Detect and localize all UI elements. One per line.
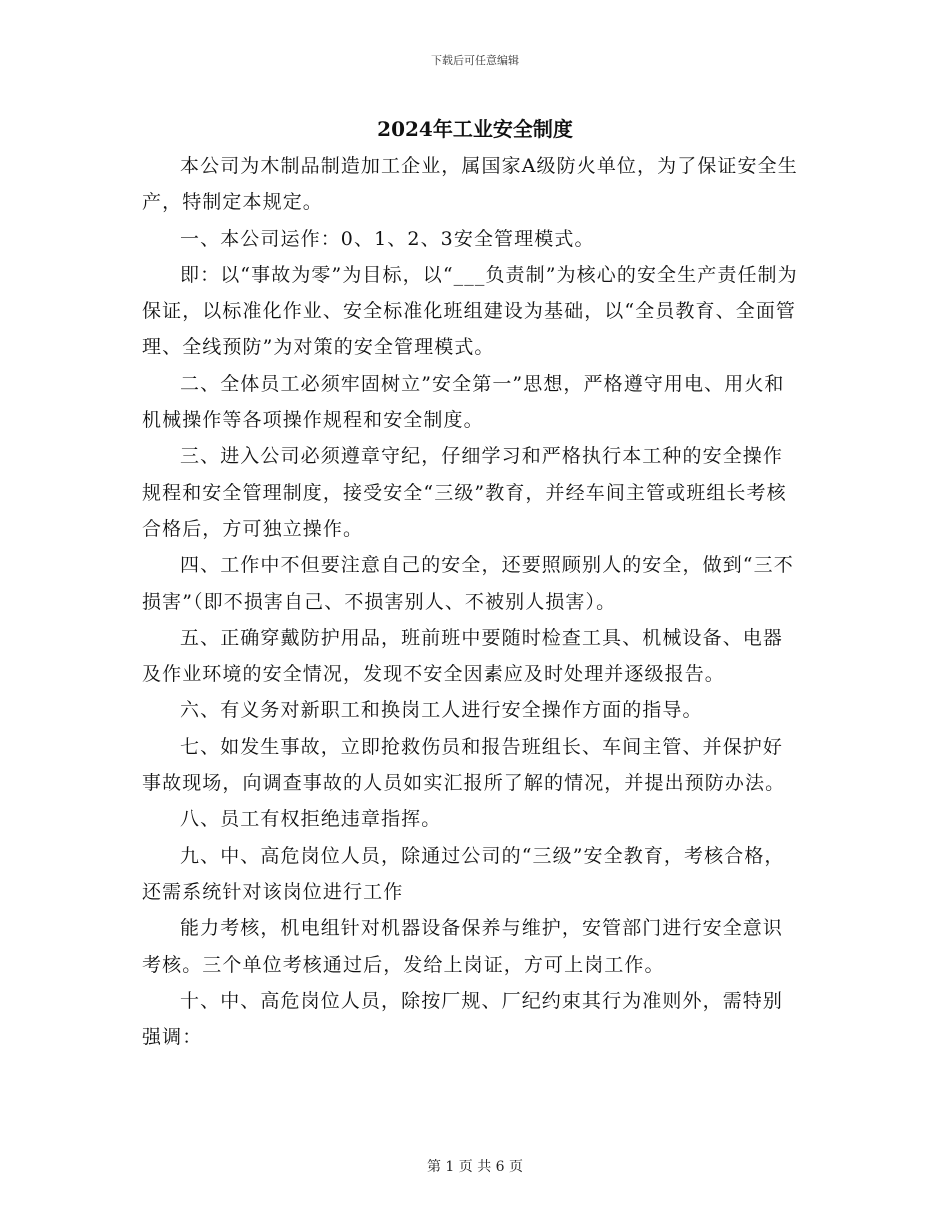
paragraph-section-9-continued: 能力考核，机电组针对机器设备保养与维护，安管部门进行安全意识考核。三个单位考核通过后，发给上岗证，方可上岗工作。 bbox=[142, 917, 784, 976]
document-body bbox=[142, 148, 802, 1055]
paragraph-intro: 本公司为木制品制造加工企业，属国家A级防火单位，为了保证安全生产，特制定本规定。 bbox=[142, 155, 798, 214]
document-title: 2024年工业安全制度 bbox=[377, 117, 573, 141]
page-number-footer: 第 1 页 共 6 页 bbox=[426, 1159, 524, 1175]
paragraph-section-3: 三、进入公司必须遵章守纪，仔细学习和严格执行本工种的安全操作规程和安全管理制度，接受安全“三级”教育，并经车间主管或班组长考核合格后，方可独立操作。 bbox=[142, 445, 787, 540]
paragraph-section-4: 四、工作中不但要注意自己的安全，还要照顾别人的安全，做到“三不损害”（即不损害自己、不损害别人、不被别人损害）。 bbox=[142, 554, 794, 613]
paragraph-section-2: 二、全体员工必须牢固树立”安全第一”思想，严格遵守用电、用火和机械操作等各项操作规程和安全制度。 bbox=[142, 372, 785, 432]
paragraph-section-6: 六、有义务对新职工和换岗工人进行安全操作方面的指导。 bbox=[180, 699, 703, 722]
paragraph-section-5: 五、正确穿戴防护用品，班前班中要随时检查工具、机械设备、电器及作业环境的安全情况，发现不安全因素应及时处理并逐级报告。 bbox=[142, 626, 784, 686]
paragraph-section-1: 一、本公司运作：0、1、2、3安全管理模式。 bbox=[180, 227, 595, 250]
paragraph-section-9: 九、中、高危岗位人员，除通过公司的“三级”安全教育，考核合格，还需系统针对该岗位进行工作 bbox=[142, 844, 785, 903]
paragraph-section-8: 八、员工有权拒绝违章指挥。 bbox=[180, 808, 442, 831]
paragraph-section-7: 七、如发生事故，立即抢救伤员和报告班组长、车间主管、并保护好事故现场，向调查事故的人员如实汇报所了解的情况，并提出预防办法。 bbox=[142, 735, 786, 795]
header-note: 下载后可任意编辑 bbox=[431, 54, 519, 67]
paragraph-section-1-detail: 即：以“事故为零”为目标，以“___负责制”为核心的安全生产责任制为保证，以标准化作业、安全标准化班组建设为基础，以“全员教育、全面管理、全线预防”为对策的安全管理模式。 bbox=[142, 263, 798, 359]
paragraph-section-10: 十、中、高危岗位人员，除按厂规、厂纪约束其行为准则外，需特别强调： bbox=[142, 989, 784, 1049]
